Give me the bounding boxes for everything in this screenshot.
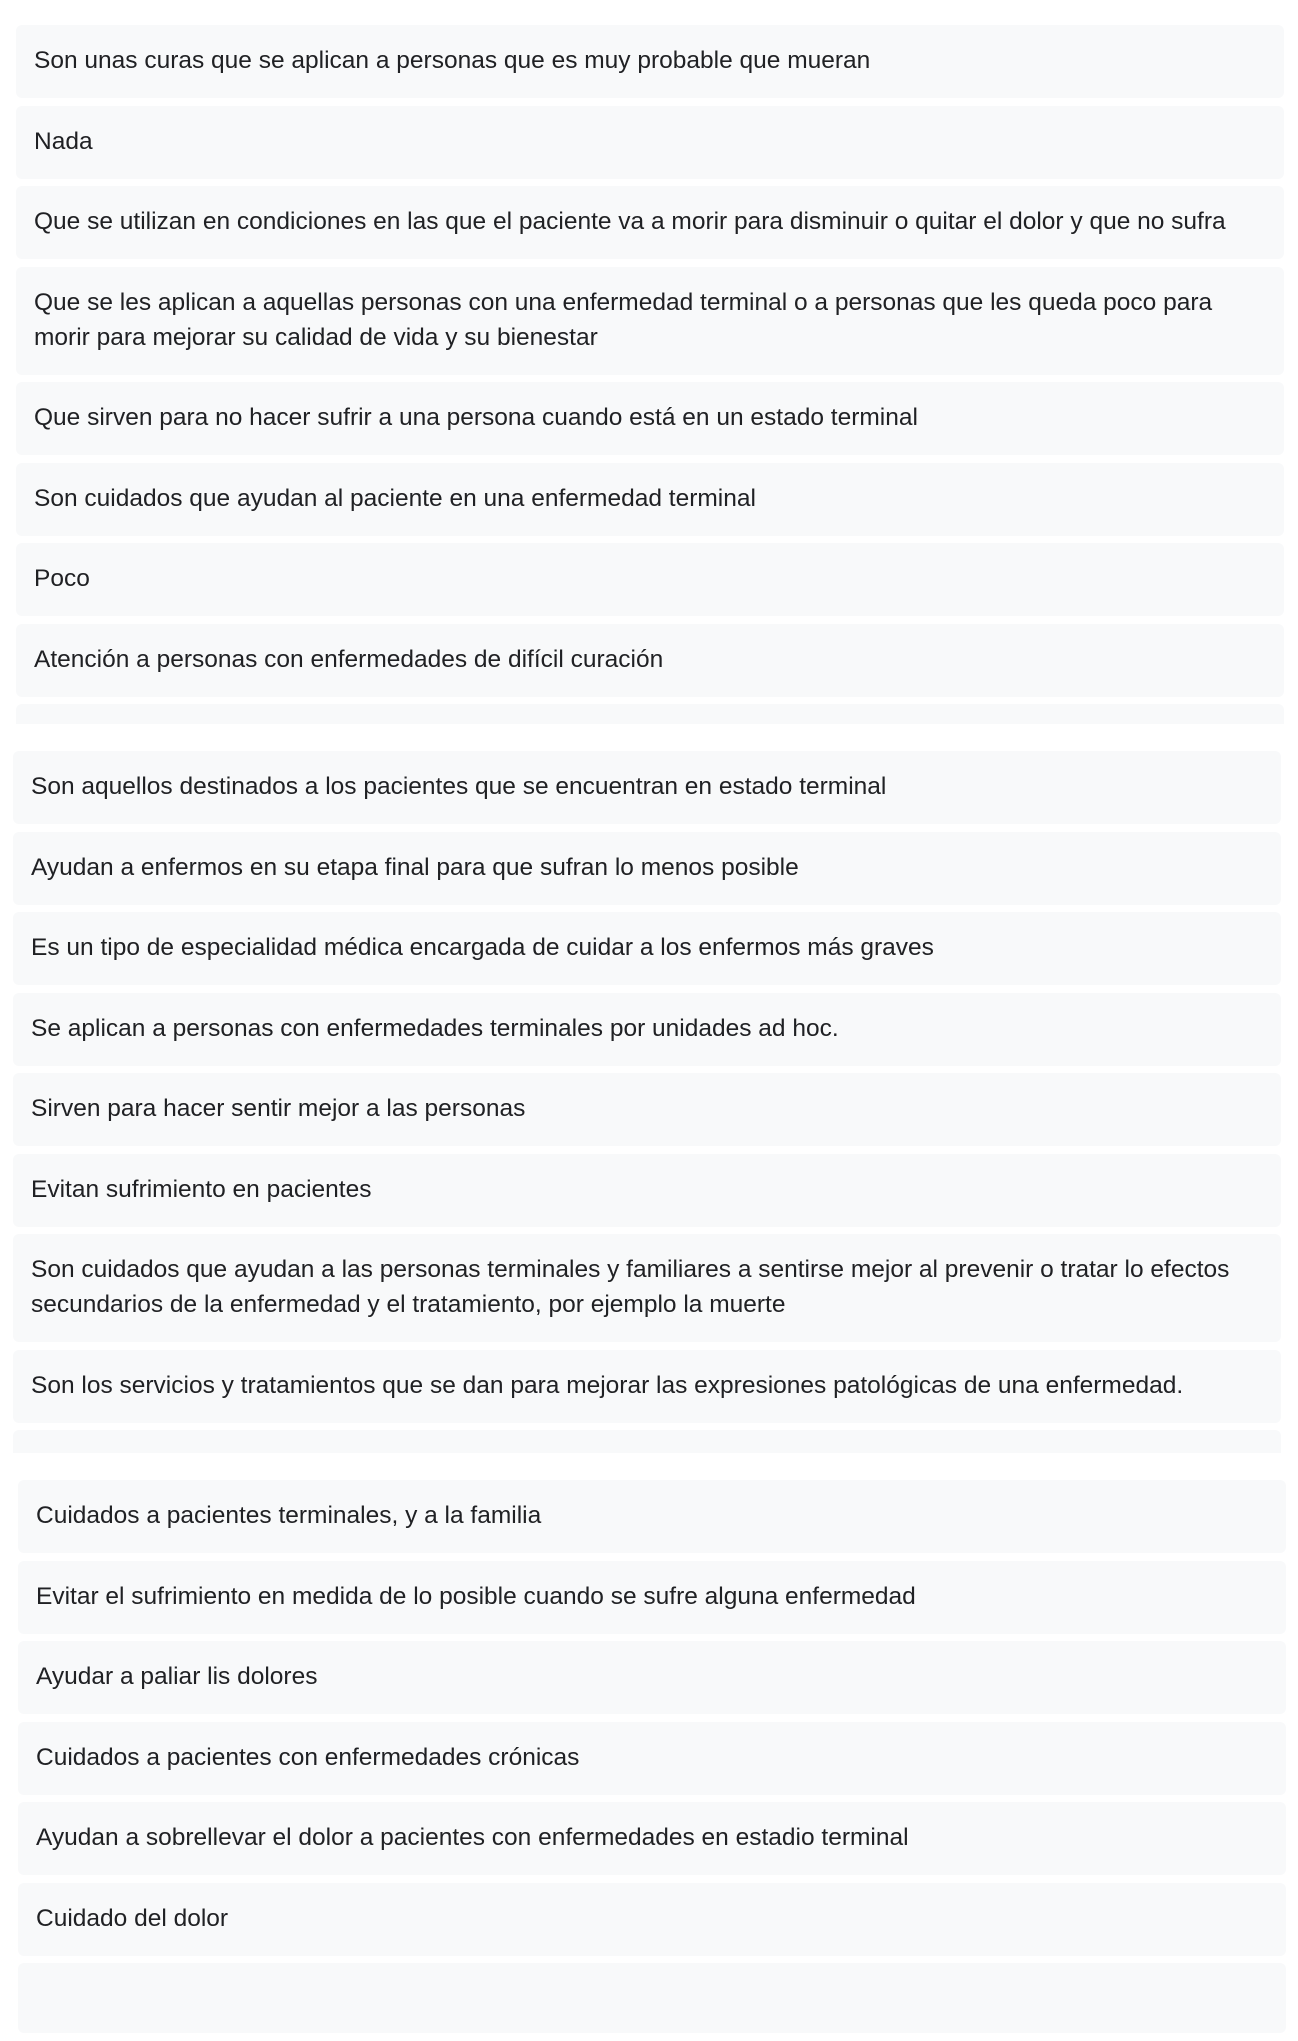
response-item [16,267,1284,375]
response-text: Se aplican a personas con enfermedades terminales por unidades ad hoc. [31,1014,839,1042]
response-text: Son cuidados que ayudan a las personas terminales y familiares a sentirse mejor al prevenir o tratar lo efectos secundarios de la enfermedad y el tratamiento, por ejemplo la muerte [31,1256,1230,1318]
response-text: Atención a personas con enfermedades de difícil curación [34,645,664,673]
response-item [13,1073,1281,1146]
response-text: Cuidados a pacientes terminales, y a la familia [36,1502,542,1529]
response-text: Ayudar a paliar lis dolores [36,1663,318,1690]
response-item [13,751,1281,824]
response-panel-2 [0,724,1298,1453]
response-item [16,543,1284,616]
response-item [18,1561,1286,1634]
response-item [18,1480,1286,1553]
response-text: Es un tipo de especialidad médica encargada de cuidar a los enfermos más graves [31,934,934,961]
response-text: Que se utilizan en condiciones en las que el paciente va a morir para disminuir o quitar el dolor y que no sufra [34,208,1226,235]
response-item [18,1963,1286,2033]
response-text: Evitar el sufrimiento en medida de lo posible cuando se sufre alguna enfermedad [36,1582,916,1610]
response-text: Que sirven para no hacer sufrir a una persona cuando está en un estado terminal [34,404,918,431]
response-text: Evitan sufrimiento en pacientes [31,1175,372,1203]
response-list [0,724,1281,1511]
response-text: Ayudan a sobrellevar el dolor a pacientes con enfermedades en estadio terminal [36,1824,909,1851]
response-item [16,463,1284,536]
response-item [18,1883,1286,1956]
response-text: Ayudan a enfermos en su etapa final para que sufran lo menos posible [31,853,799,881]
response-text: Son los servicios y tratamientos que se dan para mejorar las expresiones patológicas de una enfermedad. [31,1371,1184,1399]
response-text: Cuidado del dolor [36,1904,229,1932]
response-text: Que se les aplican a aquellas personas con una enfermedad terminal o a personas que les queda poco para morir para mejorar su calidad de vida y su bienestar [34,288,1213,351]
response-panel-3 [0,1453,1298,1932]
response-item [16,186,1284,259]
response-panel-1 [0,0,1298,724]
response-item [13,832,1281,905]
response-text: Nada [34,127,93,155]
response-text: Poco [34,565,90,592]
response-item [16,106,1284,179]
response-item [16,25,1284,98]
response-item [13,993,1281,1066]
response-text: Son unas curas que se aplican a personas que es muy probable que mueran [34,47,871,74]
response-item [18,1722,1286,1795]
response-item [18,1802,1286,1875]
response-item [13,1154,1281,1227]
response-item [13,1350,1281,1423]
response-list [0,0,1284,785]
response-item [16,382,1284,455]
response-item [18,1641,1286,1714]
response-text: Son cuidados que ayudan al paciente en una enfermedad terminal [34,484,756,512]
response-item [13,912,1281,985]
response-item [16,624,1284,697]
response-text: Cuidados a pacientes con enfermedades crónicas [36,1743,580,1771]
response-item [13,1234,1281,1342]
response-list [0,1453,1286,2041]
response-text: Son aquellos destinados a los pacientes que se encuentran en estado terminal [31,773,887,800]
response-text: Sirven para hacer sentir mejor a las personas [31,1095,526,1122]
